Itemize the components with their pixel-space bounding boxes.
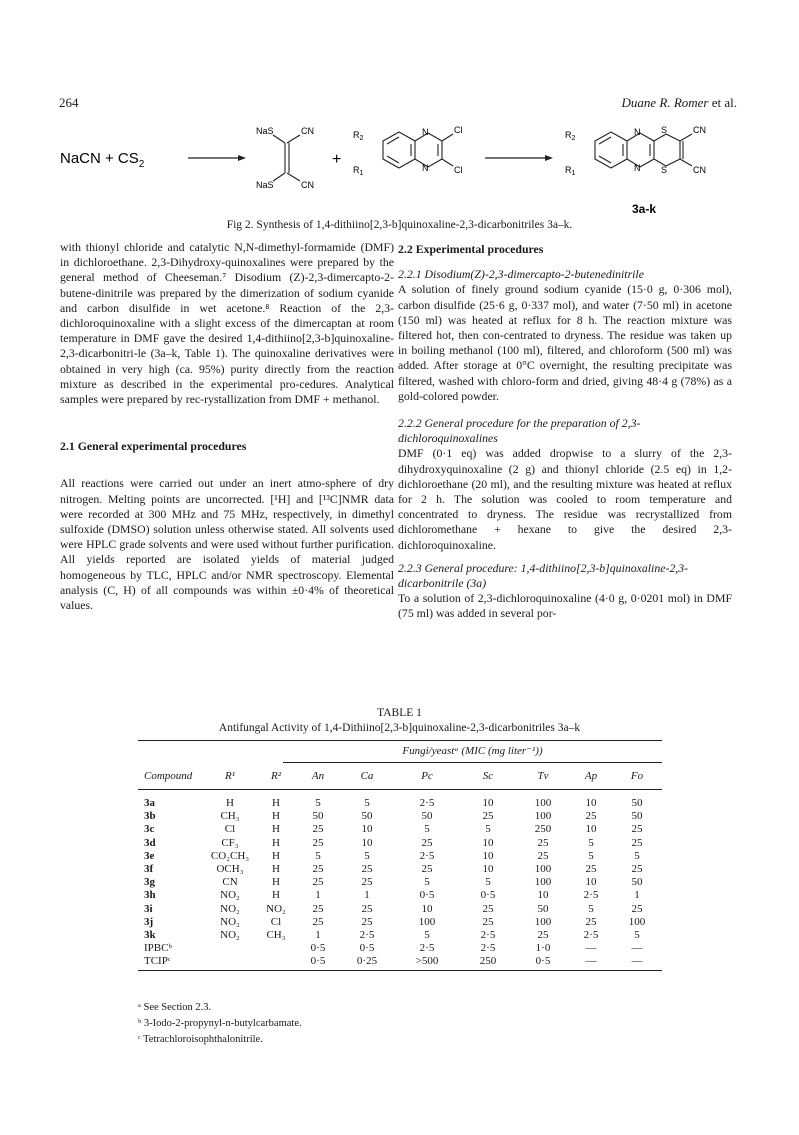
table-cell: 1 — [364, 889, 370, 902]
table-group-header: Fungi/yeastᵃ (MIC (mg liter⁻¹)) — [283, 741, 662, 763]
table-cell: 25 — [537, 849, 549, 862]
table-cell: Cl — [270, 915, 282, 928]
table-cell: 25 — [312, 915, 324, 928]
table-row — [138, 863, 662, 876]
table-cell: 2·5 — [419, 797, 435, 809]
table-cell: 25 — [421, 836, 433, 849]
table-cell: 25 — [361, 915, 373, 928]
intermediate-label-4: CN — [301, 180, 314, 190]
table-cell: H — [272, 889, 280, 902]
section-heading-2-2: 2.2 Experimental procedures — [398, 242, 544, 256]
table-row — [138, 850, 662, 863]
table-cell: 3h — [144, 889, 156, 902]
table-cell: 25 — [312, 836, 324, 849]
table-cell: H — [272, 810, 280, 823]
product-n-top: N — [634, 127, 641, 137]
table-cell: 3f — [144, 862, 154, 875]
table-cell: 3k — [144, 928, 156, 941]
subsection-heading-2-2-3: 2.2.3 General procedure: 1,4-dithiino[2,3-b]quinoxaline-2,3-dicarbonitrile (3a) — [398, 560, 689, 591]
table-cell: 2·5 — [480, 942, 496, 955]
table-cell: 5 — [364, 849, 370, 862]
table-body — [138, 790, 662, 970]
table-cell: 3i — [144, 902, 153, 915]
table-cell: 3e — [144, 849, 155, 862]
table-cell: 100 — [534, 797, 552, 809]
table-cell: 2·5 — [480, 928, 496, 941]
figure-caption: Fig 2. Synthesis of 1,4-dithiino[2,3-b]quinoxaline-2,3-dicarbonitriles 3a–k. — [226, 219, 573, 231]
table-cell: 3d — [144, 836, 156, 849]
table-cell: 5 — [424, 876, 430, 889]
table-row — [138, 810, 662, 823]
table-cell: 1·0 — [535, 942, 551, 955]
table-cell: 25 — [482, 915, 494, 928]
table-cell: 100 — [534, 810, 552, 823]
table-cell: TCIPᶜ — [144, 955, 171, 968]
table-cell: 10 — [361, 836, 373, 849]
table-cell: 5 — [588, 836, 594, 849]
table-cell: Cl — [224, 823, 236, 836]
reaction-arrow-1 — [188, 155, 246, 161]
subsection-2-2-3-text: To a solution of 2,3-dichloroquinoxaline (4·0 g, 0·0201 mol) in DMF (75 ml) was added in several por- — [398, 591, 732, 621]
table-cell: 50 — [631, 797, 643, 809]
table-cell: 2·5 — [419, 849, 435, 862]
table-cell — [256, 942, 296, 955]
table-cell: H — [272, 836, 280, 849]
footnote-a: ᵃ See Section 2.3. — [138, 1002, 212, 1013]
column-header: Tv — [537, 770, 549, 782]
table-cell: 1 — [634, 889, 640, 902]
column-header: Pc — [421, 770, 433, 782]
table-cell: 25 — [631, 823, 643, 836]
subsection-2-2-2-text: DMF (0·1 eq) was added dropwise to a slurry of the 2,3-dihydroxyquinoxaline (2 g) and thionyl chloride (2.5 eq) in 1,2-dichloroethane (20 ml), and the resulting mixture was heated at reflux for 2 h. The solution was cooled to room temperature and concentrated to dryness. The residue was recrystallized from dichloromethane + hexane to give the desired 2,3-dichloroquinoxaline. — [398, 446, 732, 552]
table-cell: 3b — [144, 810, 156, 823]
table-cell: 25 — [312, 902, 324, 915]
table-cell: 2·5 — [419, 942, 435, 955]
table-cell: OCH₃ — [216, 862, 244, 875]
table-cell — [256, 955, 296, 968]
table-cell: 10 — [482, 849, 494, 862]
table-cell: NO₂ — [220, 902, 240, 915]
table-cell: NO₂ — [220, 889, 240, 902]
product-id: 3a-k — [632, 202, 657, 216]
table-row — [138, 797, 662, 810]
table-row — [138, 837, 662, 850]
table-cell: 10 — [482, 797, 494, 809]
quinoxaline-cl-top: Cl — [454, 125, 463, 135]
table-cell: 5 — [485, 823, 491, 836]
table-cell: 50 — [312, 810, 324, 823]
table-cell: 2·5 — [359, 928, 375, 941]
column-header: R¹ — [224, 770, 236, 782]
quinoxaline-r2: $R_2$ — [353, 130, 364, 142]
table-cell: H — [272, 876, 280, 889]
table-cell: 5 — [588, 902, 594, 915]
table-cell: 25 — [482, 902, 494, 915]
table-cell: 5 — [315, 797, 321, 809]
table-cell: 25 — [537, 836, 549, 849]
table-cell: 25 — [585, 810, 597, 823]
table-cell: 3a — [144, 797, 155, 809]
quinoxaline-n-bottom: N — [422, 163, 429, 173]
column-header: Sc — [482, 770, 494, 782]
table-cell: — — [631, 942, 643, 955]
footnote-b: ᵇ 3-Iodo-2-propynyl-n-butylcarbamate. — [138, 1018, 302, 1029]
table-cell: 10 — [537, 889, 549, 902]
table-cell: 5 — [634, 928, 640, 941]
table-cell: CH₃ — [266, 928, 286, 941]
table-cell: CH₃ — [220, 810, 240, 823]
table-cell: 0·5 — [310, 955, 326, 968]
table-cell: >500 — [415, 955, 439, 968]
table-row — [138, 929, 662, 942]
table-cell: 3c — [144, 823, 155, 836]
table-cell: — — [631, 955, 643, 968]
table-cell: 10 — [585, 876, 597, 889]
table-cell: 25 — [361, 862, 373, 875]
table-cell: 50 — [421, 810, 433, 823]
section-2-1-paragraph: All reactions were carried out under an inert atmo-sphere of dry nitrogen. Melting points are uncorrected. [¹H] and [¹³C]NMR data were recorded at 300 MHz and 75 MHz, respectively, in dimethyl sulfoxide (DMSO) solution unless otherwise stated. All solvents used were HPLC grade solvents and were used without further purification. All yields reported are isolated yields of material judged homogeneous by TLC, HPLC and/or NMR spectroscopy. Elemental analysis (C, H) of all compounds was within ±0·4% of theoretical values. — [60, 476, 394, 613]
scheme-plus: + — [332, 151, 342, 168]
table-cell: 5 — [588, 849, 594, 862]
table-cell: 3j — [144, 915, 154, 928]
table-cell: 10 — [482, 862, 494, 875]
table-cell: 25 — [421, 862, 433, 875]
table-cell: H — [272, 862, 280, 875]
table-row — [138, 876, 662, 889]
table-cell: 100 — [534, 915, 552, 928]
table-cell: — — [585, 955, 597, 968]
table-cell: 100 — [534, 876, 552, 889]
left-column — [60, 240, 394, 613]
running-head — [621, 95, 737, 111]
table-row — [138, 916, 662, 929]
table-cell: NO₂ — [220, 915, 240, 928]
quinoxaline-n-top: N — [422, 127, 429, 137]
table-cell: 25 — [585, 915, 597, 928]
quinoxaline-cl-bottom: Cl — [454, 165, 463, 175]
column-header: An — [311, 770, 325, 782]
intermediate-label-3: NaS — [256, 180, 274, 190]
table-cell: 5 — [364, 797, 370, 809]
antifungal-table — [138, 740, 662, 971]
product-s-top: S — [661, 125, 668, 135]
table-cell: 25 — [361, 902, 373, 915]
product-cn-bottom: CN — [693, 165, 706, 175]
table-label: TABLE 1 — [377, 707, 422, 719]
table-header-row — [138, 763, 662, 790]
table-row — [138, 823, 662, 836]
table-cell: 25 — [631, 862, 643, 875]
table-cell: 100 — [418, 915, 436, 928]
column-header: R² — [270, 770, 282, 782]
table-caption: Antifungal Activity of 1,4-Dithiino[2,3-b]quinoxaline-2,3-dicarbonitriles 3a–k — [218, 722, 581, 734]
table-cell: 10 — [421, 902, 433, 915]
table-cell — [204, 942, 256, 955]
dichloroquinoxaline-structure — [383, 132, 453, 168]
table-cell: 10 — [482, 836, 494, 849]
table-cell: 25 — [631, 902, 643, 915]
table-cell: 1 — [315, 889, 321, 902]
product-s-bottom: S — [661, 165, 668, 175]
table-cell: CN — [222, 876, 238, 889]
table-cell: 25 — [312, 823, 324, 836]
table-cell: 100 — [628, 915, 646, 928]
table-cell: 100 — [534, 862, 552, 875]
table-cell: 5 — [634, 849, 640, 862]
table-cell: H — [226, 797, 234, 809]
column-header: Ca — [360, 770, 374, 782]
table-cell: 0·5 — [419, 889, 435, 902]
table-cell: CO₂CH₃ — [210, 849, 250, 862]
intro-paragraph: with thionyl chloride and catalytic N,N-dimethyl-formamide (DMF) in dichloroethane. 2,3-Dihydroxy-quinoxalines were prepared by the general method of Cheeseman.⁷ Disodium (Z)-2,3-dimercapto-2-butene-dinitrile was prepared by the dimerization of sodium cyanide and carbon disulfide in wet acetone.⁸ Reaction of the 2,3-dichloroquinoxaline with a slight excess of the dimercaptan at room temperature in DMF gave the desired 1,4-dithiino[2,3-b]quinoxaline- 2,3-dicarbonitri-le (3a–k, Table 1). The quinoxaline derivatives were obtained in very high (ca. 95%) purity directly from the reaction mixture as described in the experimental pro-cedures. Analytical samples were prepared by rec-rystallization from DMF + methanol. — [60, 240, 394, 407]
table-cell: 0·5 — [535, 955, 551, 968]
table-cell: 25 — [482, 810, 494, 823]
intermediate-label-1: NaS — [256, 126, 274, 136]
table-cell: H — [272, 797, 280, 809]
table-cell: 0·25 — [356, 955, 378, 968]
table-cell: 10 — [585, 797, 597, 809]
table-cell: 50 — [361, 810, 373, 823]
table-cell: 0·5 — [310, 942, 326, 955]
column-header: Compound — [144, 770, 193, 782]
table-cell: 250 — [534, 823, 552, 836]
product-r1: $R_1$ — [565, 165, 576, 177]
running-head-suffix: et al. — [711, 95, 737, 110]
table-cell: 50 — [537, 902, 549, 915]
table-cell: 5 — [315, 849, 321, 862]
table-cell: 10 — [361, 823, 373, 836]
table-cell: 25 — [631, 836, 643, 849]
table-row — [138, 955, 662, 968]
table-cell: 25 — [585, 862, 597, 875]
footnote-c: ᶜ Tetrachloroisophthalonitrile. — [138, 1034, 263, 1045]
table-cell: 250 — [479, 955, 497, 968]
table-row — [138, 889, 662, 902]
table-cell — [204, 955, 256, 968]
table-cell: 5 — [424, 928, 430, 941]
table-cell: 25 — [537, 928, 549, 941]
product-cn-top: CN — [693, 125, 706, 135]
table-footnotes — [138, 1000, 302, 1048]
section-heading-2-1: 2.1 General experimental procedures — [60, 439, 247, 454]
table-cell: 2·5 — [583, 889, 599, 902]
page-number: 264 — [59, 95, 79, 110]
table-cell: H — [272, 823, 280, 836]
table-cell: 1 — [315, 928, 321, 941]
column-header: Fo — [630, 770, 644, 782]
table-cell: 25 — [312, 862, 324, 875]
table-row — [138, 903, 662, 916]
table-cell: IPBCᵇ — [144, 942, 172, 955]
product-n-bottom: N — [634, 163, 641, 173]
table-cell: CF₃ — [221, 836, 239, 849]
table-cell: 2·5 — [583, 928, 599, 941]
product-r2: $R_2$ — [565, 130, 576, 142]
table-cell: 50 — [631, 810, 643, 823]
table-cell: 3g — [144, 876, 155, 889]
subsection-2-2-1-text: A solution of finely ground sodium cyanide (15·0 g, 0·306 mol), carbon disulfide (25·6 g, 0·337 mol), and water (7·50 ml) in acetone (150 ml) was heated at reflux for 8 h. The reaction mixture was filtered hot, then con-centrated to dryness. The residue was taken up in boiling methanol (100 ml), filtered, and chloroform (500 ml) was added. After storage at 0°C overnight, the resulting precipitate was filtered, washed with chloro-form and dried, giving 48·4 g (78%) as a gold-colored powder. — [398, 282, 732, 403]
table-cell: 10 — [585, 823, 597, 836]
subsection-heading-2-2-1: 2.2.1 Disodium(Z)-2,3-dimercapto-2-butenedinitrile — [398, 267, 644, 282]
right-column — [398, 240, 732, 622]
product-structure — [595, 132, 692, 168]
scheme-reactants: NaCN + $CS_2$ — [60, 150, 145, 170]
table-cell: 50 — [631, 876, 643, 889]
dimercaptide-structure — [273, 135, 300, 181]
running-head-author: Duane R. Romer — [621, 95, 709, 110]
table-cell: 5 — [485, 876, 491, 889]
table-cell: 0·5 — [359, 942, 375, 955]
table-cell: 0·5 — [480, 889, 496, 902]
table-cell: NO₂ — [266, 902, 286, 915]
table-row — [138, 942, 662, 955]
column-header: Ap — [584, 770, 598, 782]
table-cell: H — [272, 849, 280, 862]
reaction-arrow-2 — [485, 155, 553, 161]
table-cell: — — [585, 942, 597, 955]
table-cell: 25 — [312, 876, 324, 889]
intermediate-label-2: CN — [301, 126, 314, 136]
reaction-scheme — [60, 118, 740, 218]
table-cell: NO₂ — [220, 928, 240, 941]
quinoxaline-r1: $R_1$ — [353, 165, 364, 177]
subsection-heading-2-2-2: 2.2.2 General procedure for the preparation of 2,3-dichloroquinoxalines — [398, 416, 641, 446]
table-cell: 5 — [424, 823, 430, 836]
table-cell: 25 — [361, 876, 373, 889]
